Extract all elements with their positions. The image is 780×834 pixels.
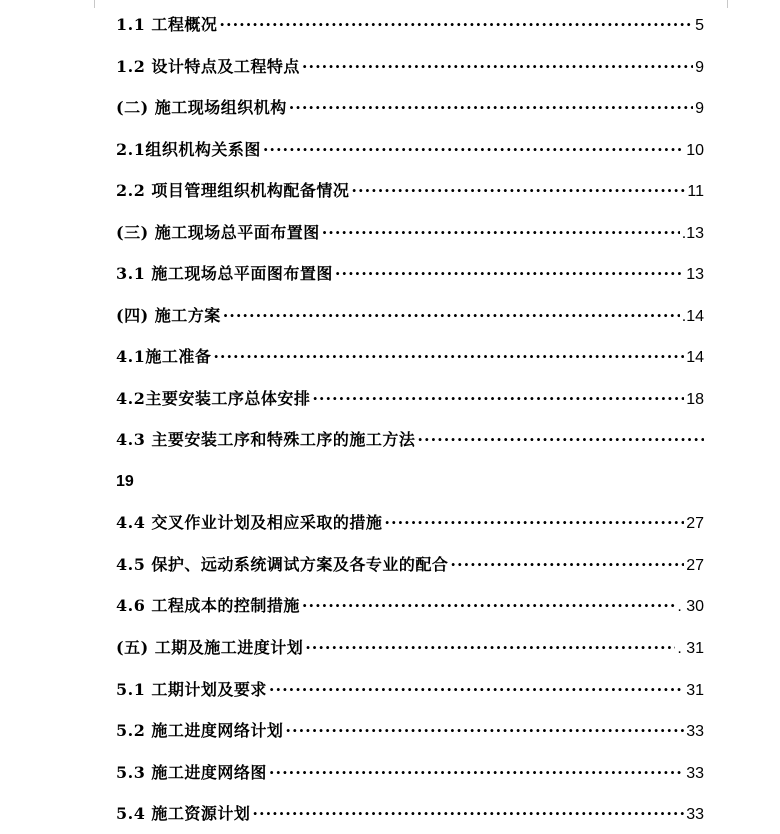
toc-entry[interactable] [116,677,704,703]
toc-entry-title: (五) 工期及施工进度计划 [116,638,304,657]
toc-entry[interactable] [116,427,704,453]
toc-entry-page: 13 [686,266,704,283]
dot-leader [305,635,675,661]
toc-entry-page: 5 [695,17,704,34]
toc-entry[interactable] [116,510,704,536]
toc-entry-title: 4.3 主要安装工序和特殊工序的施工方法 [116,430,416,449]
toc-entry-title: 4.6 工程成本的控制措施 [116,596,300,615]
toc-entry-page: 11 [687,183,704,200]
toc-entry-page: 27 [686,515,704,532]
toc-entry-title: (三) 施工现场总平面布置图 [116,223,320,242]
toc-entry-page: 33 [686,806,704,823]
toc-entry-page: 9 [695,100,704,117]
toc-entry[interactable] [116,386,704,412]
dot-leader [269,677,684,703]
dot-leader [219,12,693,38]
page-corner-mark-left [94,0,95,8]
toc-entry-title: 1.1 工程概况 [116,15,218,34]
toc-entry-title: 4.1施工准备 [116,347,212,366]
toc-entry-page: 9 [695,59,704,76]
toc-entry-page: .13 [681,225,704,242]
toc-entry-title: 4.5 保护、远动系统调试方案及各专业的配合 [116,555,449,574]
toc-entry[interactable] [116,261,704,287]
dot-leader [263,137,684,163]
dot-leader [322,220,680,246]
dot-leader [384,510,684,536]
toc-entry-title: 4.4 交叉作业计划及相应采取的措施 [116,513,383,532]
toc-entry-title: 2.1组织机构关系图 [116,140,261,159]
dot-leader [450,552,684,578]
dot-leader [302,54,693,80]
dot-leader [285,718,684,744]
toc-entry[interactable] [116,137,704,163]
toc-entry[interactable] [116,54,704,80]
toc-entry-page: . 30 [677,598,704,615]
toc-entry[interactable] [116,178,704,204]
dot-leader [312,386,684,412]
dot-leader [335,261,684,287]
toc-entry-page: 10 [686,142,704,159]
toc-entry[interactable] [116,760,704,786]
toc-entry-page: 14 [686,349,704,366]
toc-entry-page: 27 [686,557,704,574]
dot-leader [223,303,680,329]
toc-entry-title: (四) 施工方案 [116,306,221,325]
toc-entry[interactable] [116,220,704,246]
toc-entry[interactable] [116,801,704,827]
toc-entry-page-wrapped: 19 [116,473,134,490]
toc-entry-page: 18 [686,391,704,408]
toc-entry[interactable] [116,12,704,38]
toc-entry[interactable] [116,552,704,578]
toc-entry-page: 33 [686,765,704,782]
dot-leader [351,178,685,204]
toc-entry[interactable] [116,593,704,619]
toc-entry-title: 3.1 施工现场总平面图布置图 [116,264,333,283]
toc-entry-title: 5.3 施工进度网络图 [116,763,267,782]
toc-entry-title: 4.2主要安装工序总体安排 [116,389,311,408]
dot-leader [289,95,693,121]
dot-leader [417,427,704,453]
toc-entry-page: 31 [686,682,704,699]
toc-entry-page: . 31 [677,640,704,657]
toc-entry-title: 5.2 施工进度网络计划 [116,721,284,740]
dot-leader [269,760,684,786]
toc-entry[interactable] [116,635,704,661]
toc-entry-title: 5.4 施工资源计划 [116,804,251,823]
page-corner-mark-right [727,0,728,8]
toc-entry[interactable] [116,303,704,329]
toc-entry-title: (二) 施工现场组织机构 [116,98,287,117]
dot-leader [302,593,675,619]
dot-leader [252,801,684,827]
toc-entry-title: 2.2 项目管理组织机构配备情况 [116,181,350,200]
toc-entry[interactable] [116,344,704,370]
toc-entry[interactable] [116,718,704,744]
toc-entry[interactable] [116,95,704,121]
toc-entry-page: .14 [681,308,704,325]
toc-entry-title: 5.1 工期计划及要求 [116,680,267,699]
toc-entry-page: 33 [686,723,704,740]
dot-leader [213,344,684,370]
toc-entry-title: 1.2 设计特点及工程特点 [116,57,300,76]
